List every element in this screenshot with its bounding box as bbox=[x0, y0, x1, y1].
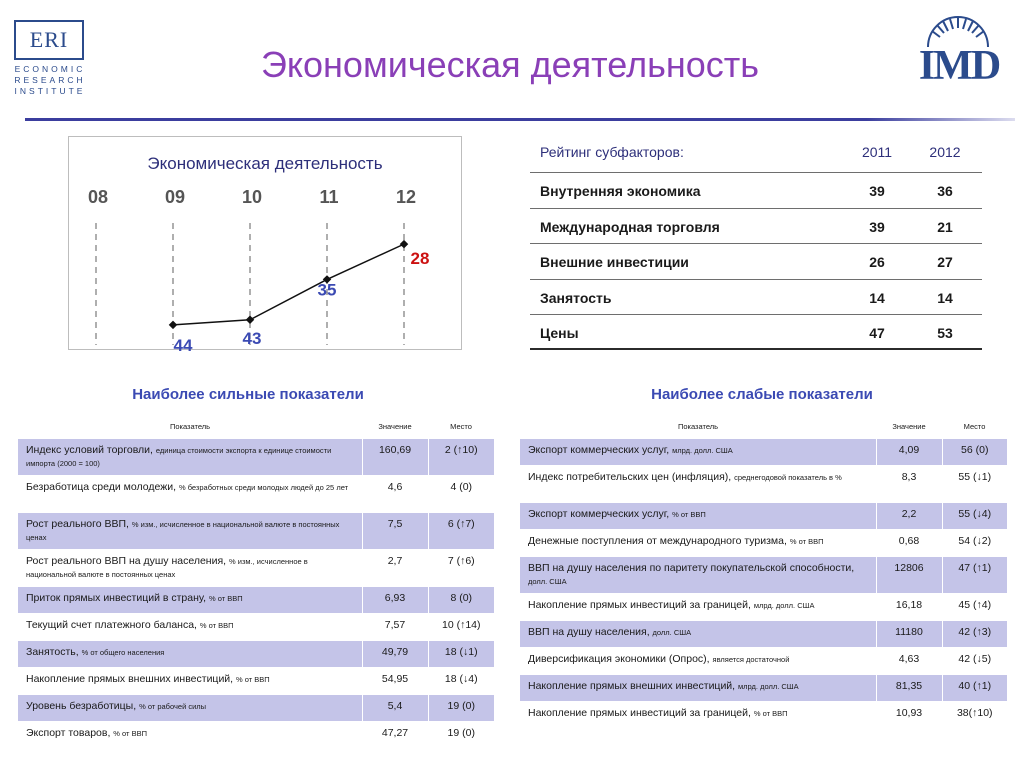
subfactor-header-label: Рейтинг субфакторов: bbox=[540, 144, 684, 160]
indicator-cell bbox=[18, 549, 362, 586]
indicator-value: 2,7 bbox=[362, 549, 428, 586]
table-row bbox=[520, 674, 1007, 701]
table-row bbox=[520, 502, 1007, 529]
imd-logo bbox=[908, 14, 1008, 89]
indicator-unit: % от ВВП bbox=[199, 620, 234, 630]
table-row bbox=[18, 613, 494, 640]
indicator-value: 54,95 bbox=[362, 667, 428, 694]
x-tick-label: 11 bbox=[319, 187, 339, 207]
indicator-name: Приток прямых инвестиций в страну, bbox=[26, 591, 207, 604]
subfactor-row bbox=[530, 208, 982, 244]
indicator-cell bbox=[18, 586, 362, 613]
indicator-name: Экспорт товаров, bbox=[26, 726, 111, 739]
data-point bbox=[169, 321, 177, 329]
data-point bbox=[400, 240, 408, 248]
table-header-row bbox=[18, 416, 494, 438]
subfactor-row bbox=[530, 243, 982, 279]
column-header-rank: Место bbox=[963, 422, 986, 432]
subfactor-2011: 39 bbox=[869, 183, 885, 199]
data-label: 44 bbox=[173, 335, 193, 351]
indicator-rank: 38(↑10) bbox=[942, 701, 1007, 728]
indicator-unit: единица стоимости экспорта к единице стоимости импорта (2000 = 100) bbox=[26, 445, 332, 468]
indicator-name: ВВП на душу населения, bbox=[528, 625, 650, 638]
indicator-cell bbox=[18, 640, 362, 667]
indicator-name: Индекс условий торговли, bbox=[26, 443, 153, 456]
indicator-rank: 10 (↑14) bbox=[428, 613, 494, 640]
indicator-value: 2,2 bbox=[876, 502, 942, 529]
indicator-unit: % от ВВП bbox=[208, 593, 243, 603]
column-header-indicator: Показатель bbox=[169, 422, 211, 432]
indicator-cell bbox=[520, 674, 876, 701]
page-title: Экономическая деятельность bbox=[261, 44, 759, 85]
indicator-cell bbox=[520, 438, 876, 465]
table-row bbox=[18, 549, 494, 586]
indicator-cell bbox=[18, 613, 362, 640]
indicator-rank: 54 (↓2) bbox=[942, 529, 1007, 556]
data-label: 43 bbox=[242, 328, 262, 348]
table-row bbox=[18, 586, 494, 613]
rank-chart bbox=[68, 136, 462, 350]
indicator-rank: 6 (↑7) bbox=[428, 512, 494, 549]
table-row bbox=[520, 438, 1007, 465]
indicator-rank: 18 (↓4) bbox=[428, 667, 494, 694]
indicator-value: 16,18 bbox=[876, 593, 942, 620]
table-row bbox=[520, 593, 1007, 620]
subfactor-2012: 14 bbox=[937, 289, 953, 306]
indicator-cell bbox=[520, 529, 876, 556]
indicator-rank: 19 (0) bbox=[428, 721, 494, 749]
indicator-cell bbox=[18, 721, 362, 749]
indicator-cell bbox=[18, 694, 362, 721]
subfactor-row bbox=[530, 172, 982, 208]
table-row bbox=[520, 465, 1007, 502]
indicator-rank: 56 (0) bbox=[942, 438, 1007, 465]
indicator-rank: 18 (↓1) bbox=[428, 640, 494, 667]
indicator-value: 11180 bbox=[876, 620, 942, 647]
indicator-value: 7,5 bbox=[362, 512, 428, 549]
indicator-value: 47,27 bbox=[362, 721, 428, 749]
indicator-rank: 40 (↑1) bbox=[942, 674, 1007, 701]
table-row bbox=[520, 620, 1007, 647]
table-row bbox=[18, 475, 494, 512]
data-label: 35 bbox=[317, 280, 337, 300]
table-row bbox=[520, 701, 1007, 728]
indicator-unit: долл. США bbox=[652, 627, 692, 637]
table-row bbox=[18, 667, 494, 694]
indicator-cell bbox=[18, 512, 362, 549]
indicator-name: Накопление прямых инвестиций за границей, bbox=[528, 706, 751, 719]
indicator-name: Денежные поступления от международного туризма, bbox=[528, 534, 787, 547]
x-tick-label: 10 bbox=[241, 187, 263, 207]
data-point bbox=[246, 316, 254, 324]
indicator-cell bbox=[18, 438, 362, 475]
indicator-name: Диверсификация экономики (Опрос), bbox=[528, 652, 710, 665]
subfactor-2012: 27 bbox=[937, 254, 953, 270]
indicator-cell bbox=[520, 620, 876, 647]
indicator-unit: является достаточной bbox=[712, 654, 790, 664]
table-row bbox=[18, 512, 494, 549]
eri-logo-line1: ECONOMIC bbox=[14, 64, 86, 74]
data-label: 28 bbox=[410, 249, 430, 269]
subfactor-table bbox=[530, 136, 982, 350]
indicator-value: 6,93 bbox=[362, 586, 428, 613]
indicator-cell bbox=[520, 465, 876, 502]
indicator-cell bbox=[18, 475, 362, 512]
subfactor-name: Внутренняя экономика bbox=[540, 183, 701, 199]
indicator-rank: 42 (↓5) bbox=[942, 647, 1007, 674]
weak-indicators-title: Наиболее слабые показатели bbox=[651, 386, 873, 403]
indicator-unit: % от ВВП bbox=[789, 536, 824, 546]
table-row bbox=[18, 721, 494, 749]
indicator-name: Рост реального ВВП, bbox=[26, 517, 129, 530]
indicator-unit: среднегодовой показатель в % bbox=[734, 472, 842, 482]
subfactor-2011: 39 bbox=[869, 218, 885, 235]
indicator-unit: млрд. долл. США bbox=[738, 681, 799, 691]
strong-indicators-title: Наиболее сильные показатели bbox=[132, 386, 364, 403]
weak-indicators-table bbox=[520, 416, 1007, 729]
table-header-row bbox=[520, 416, 1007, 438]
indicator-name: Индекс потребительских цен (инфляция), bbox=[528, 470, 732, 483]
indicator-value: 7,57 bbox=[362, 613, 428, 640]
indicator-name: Безработица среди молодежи, bbox=[26, 480, 177, 493]
subfactor-name: Внешние инвестиции bbox=[540, 254, 689, 270]
indicator-unit: % от рабочей силы bbox=[139, 701, 207, 711]
indicator-rank: 2 (↑10) bbox=[428, 438, 494, 475]
indicator-unit: млрд. долл. США bbox=[753, 600, 815, 610]
table-row bbox=[18, 438, 494, 475]
indicator-rank: 47 (↑1) bbox=[942, 556, 1007, 593]
indicator-name: Занятость, bbox=[26, 645, 79, 658]
eri-logo-line2: RESEARCH bbox=[14, 75, 86, 85]
table-row bbox=[520, 529, 1007, 556]
indicator-rank: 55 (↓1) bbox=[942, 465, 1007, 502]
subfactor-2012: 36 bbox=[937, 183, 953, 199]
subfactor-header bbox=[530, 136, 982, 172]
indicator-name: ВВП на душу населения по паритету покупательской способности, bbox=[528, 561, 855, 574]
subfactor-2011: 14 bbox=[869, 289, 885, 306]
column-header-value: Значение bbox=[378, 422, 412, 432]
indicator-unit: млрд. долл. США bbox=[672, 445, 733, 455]
subfactor-header-2011: 2011 bbox=[861, 144, 893, 160]
chart-title: Экономическая деятельность bbox=[147, 154, 383, 173]
indicator-cell bbox=[520, 556, 876, 593]
imd-logo-text: IMD bbox=[918, 43, 1000, 89]
indicator-value: 12806 bbox=[876, 556, 942, 593]
indicator-name: Уровень безработицы, bbox=[26, 699, 137, 712]
indicator-name: Текущий счет платежного баланса, bbox=[26, 618, 197, 631]
indicator-rank: 42 (↑3) bbox=[942, 620, 1007, 647]
indicator-rank: 45 (↑4) bbox=[942, 593, 1007, 620]
indicator-name: Экспорт коммерческих услуг, bbox=[528, 507, 670, 520]
indicator-value: 8,3 bbox=[876, 465, 942, 502]
indicator-value: 10,93 bbox=[876, 701, 942, 728]
indicator-name: Накопление прямых инвестиций за границей, bbox=[528, 598, 751, 611]
column-header-indicator: Показатель bbox=[677, 422, 719, 432]
column-header-value: Значение bbox=[892, 422, 926, 432]
indicator-name: Рост реального ВВП на душу населения, bbox=[26, 554, 227, 567]
subfactor-2011: 47 bbox=[869, 325, 885, 341]
indicator-name: Накопление прямых внешних инвестиций, bbox=[528, 679, 736, 692]
indicator-rank: 19 (0) bbox=[428, 694, 494, 721]
x-tick-label: 12 bbox=[395, 187, 417, 207]
subfactor-header-2012: 2012 bbox=[929, 144, 961, 160]
indicator-rank: 8 (0) bbox=[428, 586, 494, 613]
table-row bbox=[520, 647, 1007, 674]
indicator-unit: % безработных среди молодых людей до 25 лет bbox=[178, 482, 349, 492]
indicator-value: 4,63 bbox=[876, 647, 942, 674]
strong-indicators-table bbox=[18, 416, 494, 750]
subfactor-row bbox=[530, 314, 982, 350]
indicator-unit: % от ВВП bbox=[236, 674, 270, 684]
indicator-unit: % изм., исчисленное в национальной валюте в постоянных ценах bbox=[26, 519, 340, 542]
eri-logo bbox=[12, 20, 88, 94]
header-divider bbox=[25, 118, 1015, 121]
indicator-unit: долл. США bbox=[528, 576, 567, 586]
indicator-unit: % от общего населения bbox=[81, 647, 165, 657]
subfactor-2012: 53 bbox=[937, 325, 953, 341]
indicator-value: 5,4 bbox=[362, 694, 428, 721]
subfactor-name: Цены bbox=[540, 325, 579, 341]
indicator-value: 0,68 bbox=[876, 529, 942, 556]
eri-logo-abbr: ERI bbox=[29, 27, 69, 52]
indicator-value: 160,69 bbox=[362, 438, 428, 475]
table-row bbox=[520, 556, 1007, 593]
indicator-value: 4,6 bbox=[362, 475, 428, 512]
indicator-rank: 4 (0) bbox=[428, 475, 494, 512]
indicator-unit: % от ВВП bbox=[113, 728, 147, 738]
subfactor-2011: 26 bbox=[869, 254, 885, 270]
indicator-rank: 55 (↓4) bbox=[942, 502, 1007, 529]
subfactor-name: Занятость bbox=[540, 289, 612, 306]
table-row bbox=[18, 694, 494, 721]
indicator-unit: % изм., исчисленное в национальной валюте в постоянных ценах bbox=[26, 556, 308, 579]
table-row bbox=[18, 640, 494, 667]
x-tick-label: 09 bbox=[164, 187, 186, 207]
indicator-name: Экспорт коммерческих услуг, bbox=[528, 443, 670, 456]
indicator-cell bbox=[18, 667, 362, 694]
series-line bbox=[173, 244, 404, 325]
indicator-value: 4,09 bbox=[876, 438, 942, 465]
eri-logo-line3: INSTITUTE bbox=[14, 86, 86, 96]
indicator-unit: % от ВВП bbox=[672, 509, 706, 519]
indicator-value: 81,35 bbox=[876, 674, 942, 701]
indicator-cell bbox=[520, 701, 876, 728]
indicator-cell bbox=[520, 647, 876, 674]
subfactor-name: Международная торговля bbox=[540, 218, 720, 235]
indicator-value: 49,79 bbox=[362, 640, 428, 667]
indicator-rank: 7 (↑6) bbox=[428, 549, 494, 586]
x-tick-label: 08 bbox=[87, 187, 109, 207]
indicator-cell bbox=[520, 502, 876, 529]
indicator-unit: % от ВВП bbox=[753, 708, 788, 718]
subfactor-row bbox=[530, 279, 982, 315]
column-header-rank: Место bbox=[450, 422, 472, 432]
indicator-cell bbox=[520, 593, 876, 620]
indicator-name: Накопление прямых внешних инвестиций, bbox=[26, 672, 234, 685]
rank-chart-svg bbox=[69, 137, 463, 351]
eri-logo-box bbox=[14, 20, 84, 60]
subfactor-2012: 21 bbox=[937, 218, 953, 235]
